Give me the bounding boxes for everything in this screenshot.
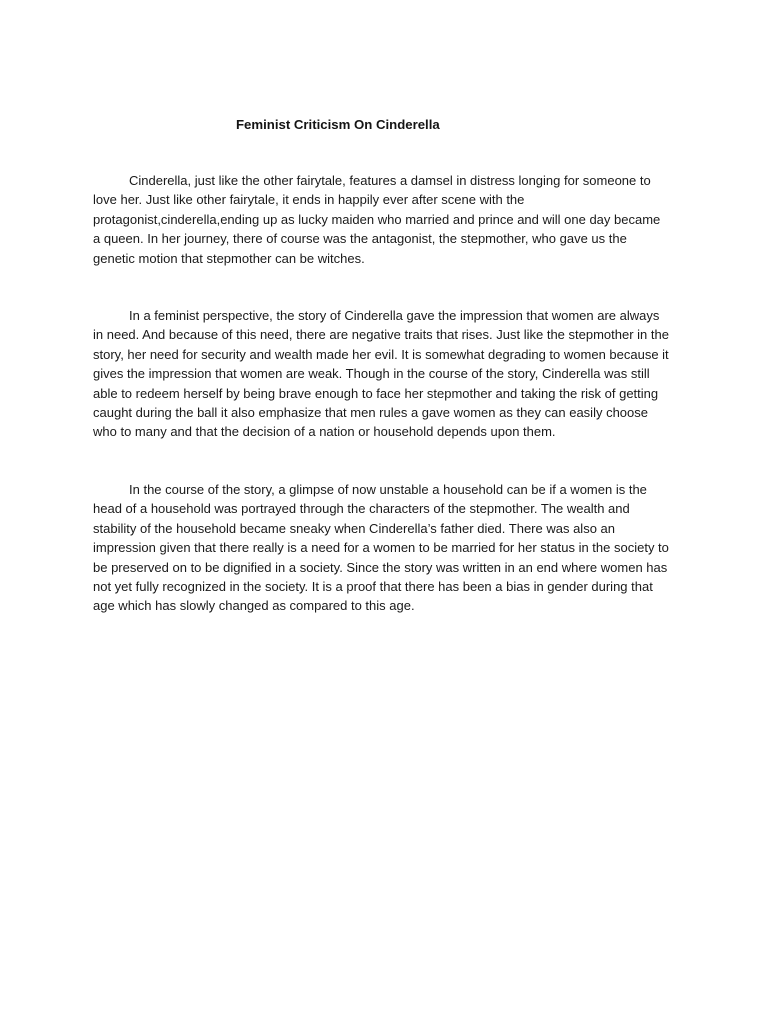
document-body bbox=[93, 171, 671, 616]
paragraph-3: In the course of the story, a glimpse of now unstable a household can be if a women is the head of a household was portrayed through the characters of the stepmother. The wealth and stability of the household became sneaky when Cinderella’s father died. There was also an impression given that there really is a need for a women to be married for her status in the society to be preserved on to be dignified in a society. Since the story was written in an end where women has not yet fully recognized in the society. It is a proof that there has been a bias in gender during that age which has slowly changed as compared to this age. bbox=[93, 481, 669, 614]
document-title: Feminist Criticism On Cinderella bbox=[236, 117, 440, 132]
paragraph-2: In a feminist perspective, the story of Cinderella gave the impression that women are always in need. And because of this need, there are negative traits that rises. Just like the stepmother in the story, her need for security and wealth made her evil. It is somewhat degrading to women because it gives the impression that women are weak. Though in the course of the story, Cinderella was still able to redeem herself by being brave enough to face her stepmother and taking the risk of getting caught during the ball it also emphasize that men rules a gave women as they can easily choose who to many and that the decision of a nation or household depends upon them. bbox=[93, 308, 669, 440]
paragraph-1: Cinderella, just like the other fairytale, features a damsel in distress longing for someone to love her. Just like other fairytale, it ends in happily ever after scene with the protagonist,cinderella,ending up as lucky maiden who married and prince and will one day became a queen. In her journey, there of course was the antagonist, the stepmother, who gave us the genetic motion that stepmother can be witches. bbox=[93, 173, 661, 266]
